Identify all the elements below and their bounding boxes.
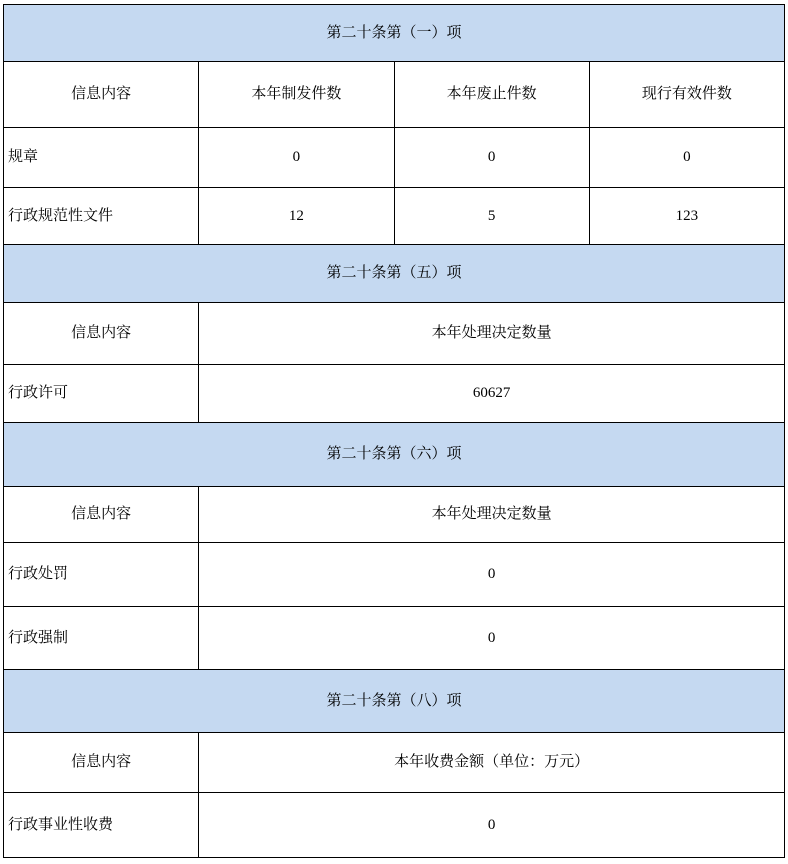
section-3-header-row: [4, 487, 785, 543]
row-label: 行政强制: [4, 607, 199, 670]
table-row: [4, 543, 785, 607]
value-cell: 123: [589, 188, 784, 245]
value-cell: 5: [394, 188, 589, 245]
column-header: 信息内容: [4, 303, 199, 365]
row-label: 行政事业性收费: [4, 793, 199, 858]
section-title: 第二十条第（六）项: [4, 423, 785, 487]
value-cell: 0: [589, 128, 784, 188]
section-title: 第二十条第（五）项: [4, 245, 785, 303]
column-header: 信息内容: [4, 62, 199, 128]
value-cell: 0: [199, 793, 785, 858]
column-header: 现行有效件数: [589, 62, 784, 128]
row-label: 行政规范性文件: [4, 188, 199, 245]
column-header: 信息内容: [4, 733, 199, 793]
value-cell: 0: [199, 128, 394, 188]
section-title: 第二十条第（一）项: [4, 5, 785, 62]
section-1-header-row: [4, 62, 785, 128]
value-cell: 12: [199, 188, 394, 245]
report-table: [3, 4, 785, 858]
column-header: 信息内容: [4, 487, 199, 543]
section-4-title-row: [4, 670, 785, 733]
table-row: [4, 128, 785, 188]
table-row: [4, 793, 785, 858]
column-header: 本年处理决定数量: [199, 303, 785, 365]
value-cell: 0: [199, 607, 785, 670]
column-header: 本年收费金额（单位：万元）: [199, 733, 785, 793]
section-3-title-row: [4, 423, 785, 487]
section-4-header-row: [4, 733, 785, 793]
section-2-title-row: [4, 245, 785, 303]
section-1-title-row: [4, 5, 785, 62]
section-2-header-row: [4, 303, 785, 365]
row-label: 行政许可: [4, 365, 199, 423]
row-label: 规章: [4, 128, 199, 188]
table-row: [4, 188, 785, 245]
column-header: 本年废止件数: [394, 62, 589, 128]
table-row: [4, 365, 785, 423]
table-row: [4, 607, 785, 670]
column-header: 本年制发件数: [199, 62, 394, 128]
section-title: 第二十条第（八）项: [4, 670, 785, 733]
row-label: 行政处罚: [4, 543, 199, 607]
column-header: 本年处理决定数量: [199, 487, 785, 543]
value-cell: 60627: [199, 365, 785, 423]
value-cell: 0: [394, 128, 589, 188]
value-cell: 0: [199, 543, 785, 607]
